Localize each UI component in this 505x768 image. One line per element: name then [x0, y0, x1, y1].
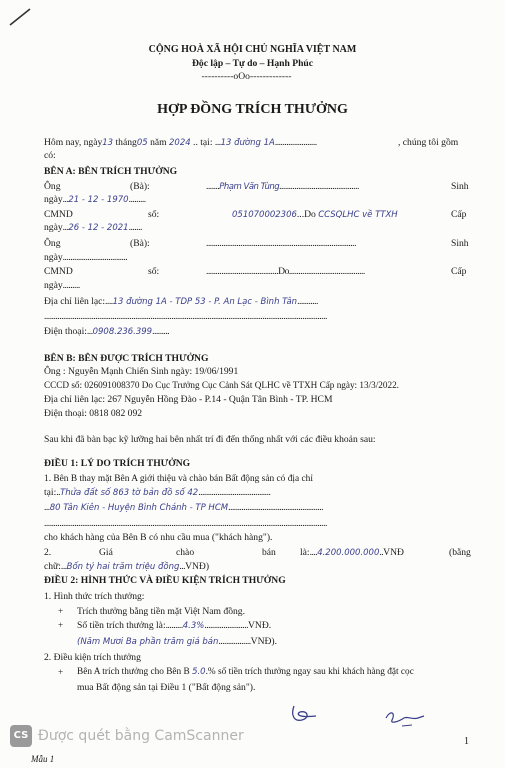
party-a-issue-date: 26 - 12 - 2021: [68, 223, 129, 233]
party-a-address: 13 đường 1A - TDP 53 - P. An Lạc - Bình Tân: [112, 297, 298, 307]
party-a-dob: 21 - 12 - 1970: [68, 195, 129, 205]
page-number: 1: [464, 736, 469, 747]
year-value: 2024: [169, 138, 191, 148]
form-code: Mẫu 1: [31, 754, 55, 764]
bullet: +: [58, 620, 64, 630]
party-a-issuer: CCSQLHC về TTXH: [318, 210, 398, 220]
property-lot: Thửa đất số 863 tờ bản đồ số 42: [60, 488, 199, 498]
bullet: +: [58, 667, 64, 677]
header-separator: ----------oOo-------------: [201, 71, 292, 82]
party-b-heading: BÊN B: BÊN ĐƯỢC TRÍCH THƯỞNG: [44, 353, 209, 364]
pen-mark: [8, 5, 34, 27]
month-value: 05: [136, 138, 148, 148]
party-b-name: Ông : Nguyễn Mạnh Chiến Sinh ngày: 19/06/1991: [44, 366, 239, 377]
agreement-line: Sau khi đã bàn bạc kỹ lưỡng hai bên nhất trí đi đến thống nhất với các điều khoản sau:: [44, 434, 376, 445]
national-motto: Độc lập – Tự do – Hạnh Phúc: [192, 58, 313, 69]
contract-title: HỢP ĐỒNG TRÍCH THƯỞNG: [157, 102, 348, 117]
payment-percent: 5.0: [192, 667, 206, 677]
party-a-heading: BÊN A: BÊN TRÍCH THƯỞNG: [44, 166, 178, 177]
intro-line: Hôm nay, ngày13 tháng05 năm 2024 .. tại: ...13 đường 1A......................: [44, 137, 317, 148]
country-name: CỘNG HOÀ XÃ HỘI CHỦ NGHĨA VIỆT NAM: [148, 44, 357, 55]
property-address: 80 Tân Kiên - Huyện Bình Chánh - TP HCM: [49, 503, 229, 513]
price-value: 4.200.000.000: [317, 548, 380, 558]
party-b-phone: Điện thoại: 0818 082 092: [44, 408, 143, 419]
signature-party-a: [288, 702, 322, 726]
article-1-heading: ĐIỀU 1: LÝ DO TRÍCH THƯỞNG: [44, 458, 191, 469]
party-a-name: Phạm Văn Tùng: [219, 182, 280, 192]
reward-words: (Năm Mươi Ba phần trăm giá bán: [77, 637, 219, 647]
place-value: 13 đường 1A: [220, 138, 275, 148]
bullet: +: [58, 606, 64, 616]
signature-party-b: [382, 708, 428, 730]
party-a-phone: 0908.236.399: [92, 327, 153, 337]
article-2-heading: ĐIỀU 2: HÌNH THỨC VÀ ĐIỀU KIỆN TRÍCH THƯỞNG: [44, 575, 286, 586]
contract-page: CỘNG HOÀ XÃ HỘI CHỦ NGHĨA VIỆT NAM Độc lập – Tự do – Hạnh Phúc ----------oOo------------- HỢP ĐỒNG TRÍCH THƯỞNG Hôm nay, ngày13 tháng05 năm 2024 .. tại: ...13 đường 1A...................... , chúng tôi gồm có: BÊN A: BÊN TRÍCH THƯỞNG Ông (Bà): .......Phạm Văn Tùng.......................................... Sinh ngày...21 - 12 - 1970......... CMND số: 051070002306...Do CCSQLHC về TTXH Cấp ngày...26 - 12 - 2021....... Ông (Bà): ............................................................................... Sinh ngày.................................. CMND số: ......................................Do........................................ Cấp ngày......... Địa chỉ liên lạc:....13 đường 1A - TDP 53 - P. An Lạc - Bình Tân........... ..................................................................................................................................................... Điện thoại:...0908.236.399......... BÊN B: BÊN ĐƯỢC TRÍCH THƯỞNG Ông : Nguyễn Mạnh Chiến Sinh ngày: 19/06/1991 CCCD số: 026091008370 Do Cục Trưởng Cục Cảnh Sát QLHC về TTXH Cấp ngày: 13/3/2022. Địa chỉ liên lạc: 267 Nguyễn Hồng Đào - P.14 - Quận Tân Bình - TP. HCM Điện thoại: 0818 082 092 Sau khi đã bàn bạc kỹ lưỡng hai bên nhất trí đi đến thống nhất với các điều khoản sau: ĐIỀU 1: LÝ DO TRÍCH THƯỞNG 1. Bên B thay mặt Bên A giới thiệu và chào bán Bất động sản có địa chỉ tại:..Thửa đất số 863 tờ bản đồ số 42...................................... ...80 Tân Kiên - Huyện Bình Chánh - TP HCM.................................................. ..................................................................................................................................................... cho khách hàng của Bên B có nhu cầu mua ("khách hàng"). 2. Giá chào bán là:....4.200.000.000..VNĐ (bằng chữ:...Bốn tỷ hai trăm triệu đồng...VNĐ) ĐIỀU 2: HÌNH THỨC VÀ ĐIỀU KIỆN TRÍCH THƯỞNG 1. Hình thức trích thưởng: + Trích thưởng bằng tiền mặt Việt Nam đồng. + Số tiền trích thưởng là:.........4.3%.......................VNĐ. (Năm Mươi Ba phần trăm giá bán.................VNĐ). 2. Điều kiện trích thưởng + Bên A trích thưởng cho Bên B 5.0.% số tiền trích thưởng ngay sau khi khách hàng đặt cọc mua Bất động sản tại Điều 1 ("Bất động sản"). CS Được quét bằng CamScanner 1 Mẫu 1: [0, 0, 505, 768]
price-in-words: Bốn tỷ hai trăm triệu đồng: [66, 562, 180, 572]
camscanner-logo: CS: [10, 725, 32, 747]
day-value: 13: [102, 138, 114, 148]
party-b-id: CCCD số: 026091008370 Do Cục Trưởng Cục Cảnh Sát QLHC về TTXH Cấp ngày: 13/3/2022.: [44, 380, 399, 390]
reward-percent: 4.3%: [182, 621, 205, 631]
party-a-id: 051070002306: [232, 210, 297, 220]
party-b-address: Địa chỉ liên lạc: 267 Nguyễn Hồng Đào - P.14 - Quận Tân Bình - TP. HCM: [44, 394, 333, 405]
camscanner-watermark: Được quét bằng CamScanner: [38, 728, 244, 744]
